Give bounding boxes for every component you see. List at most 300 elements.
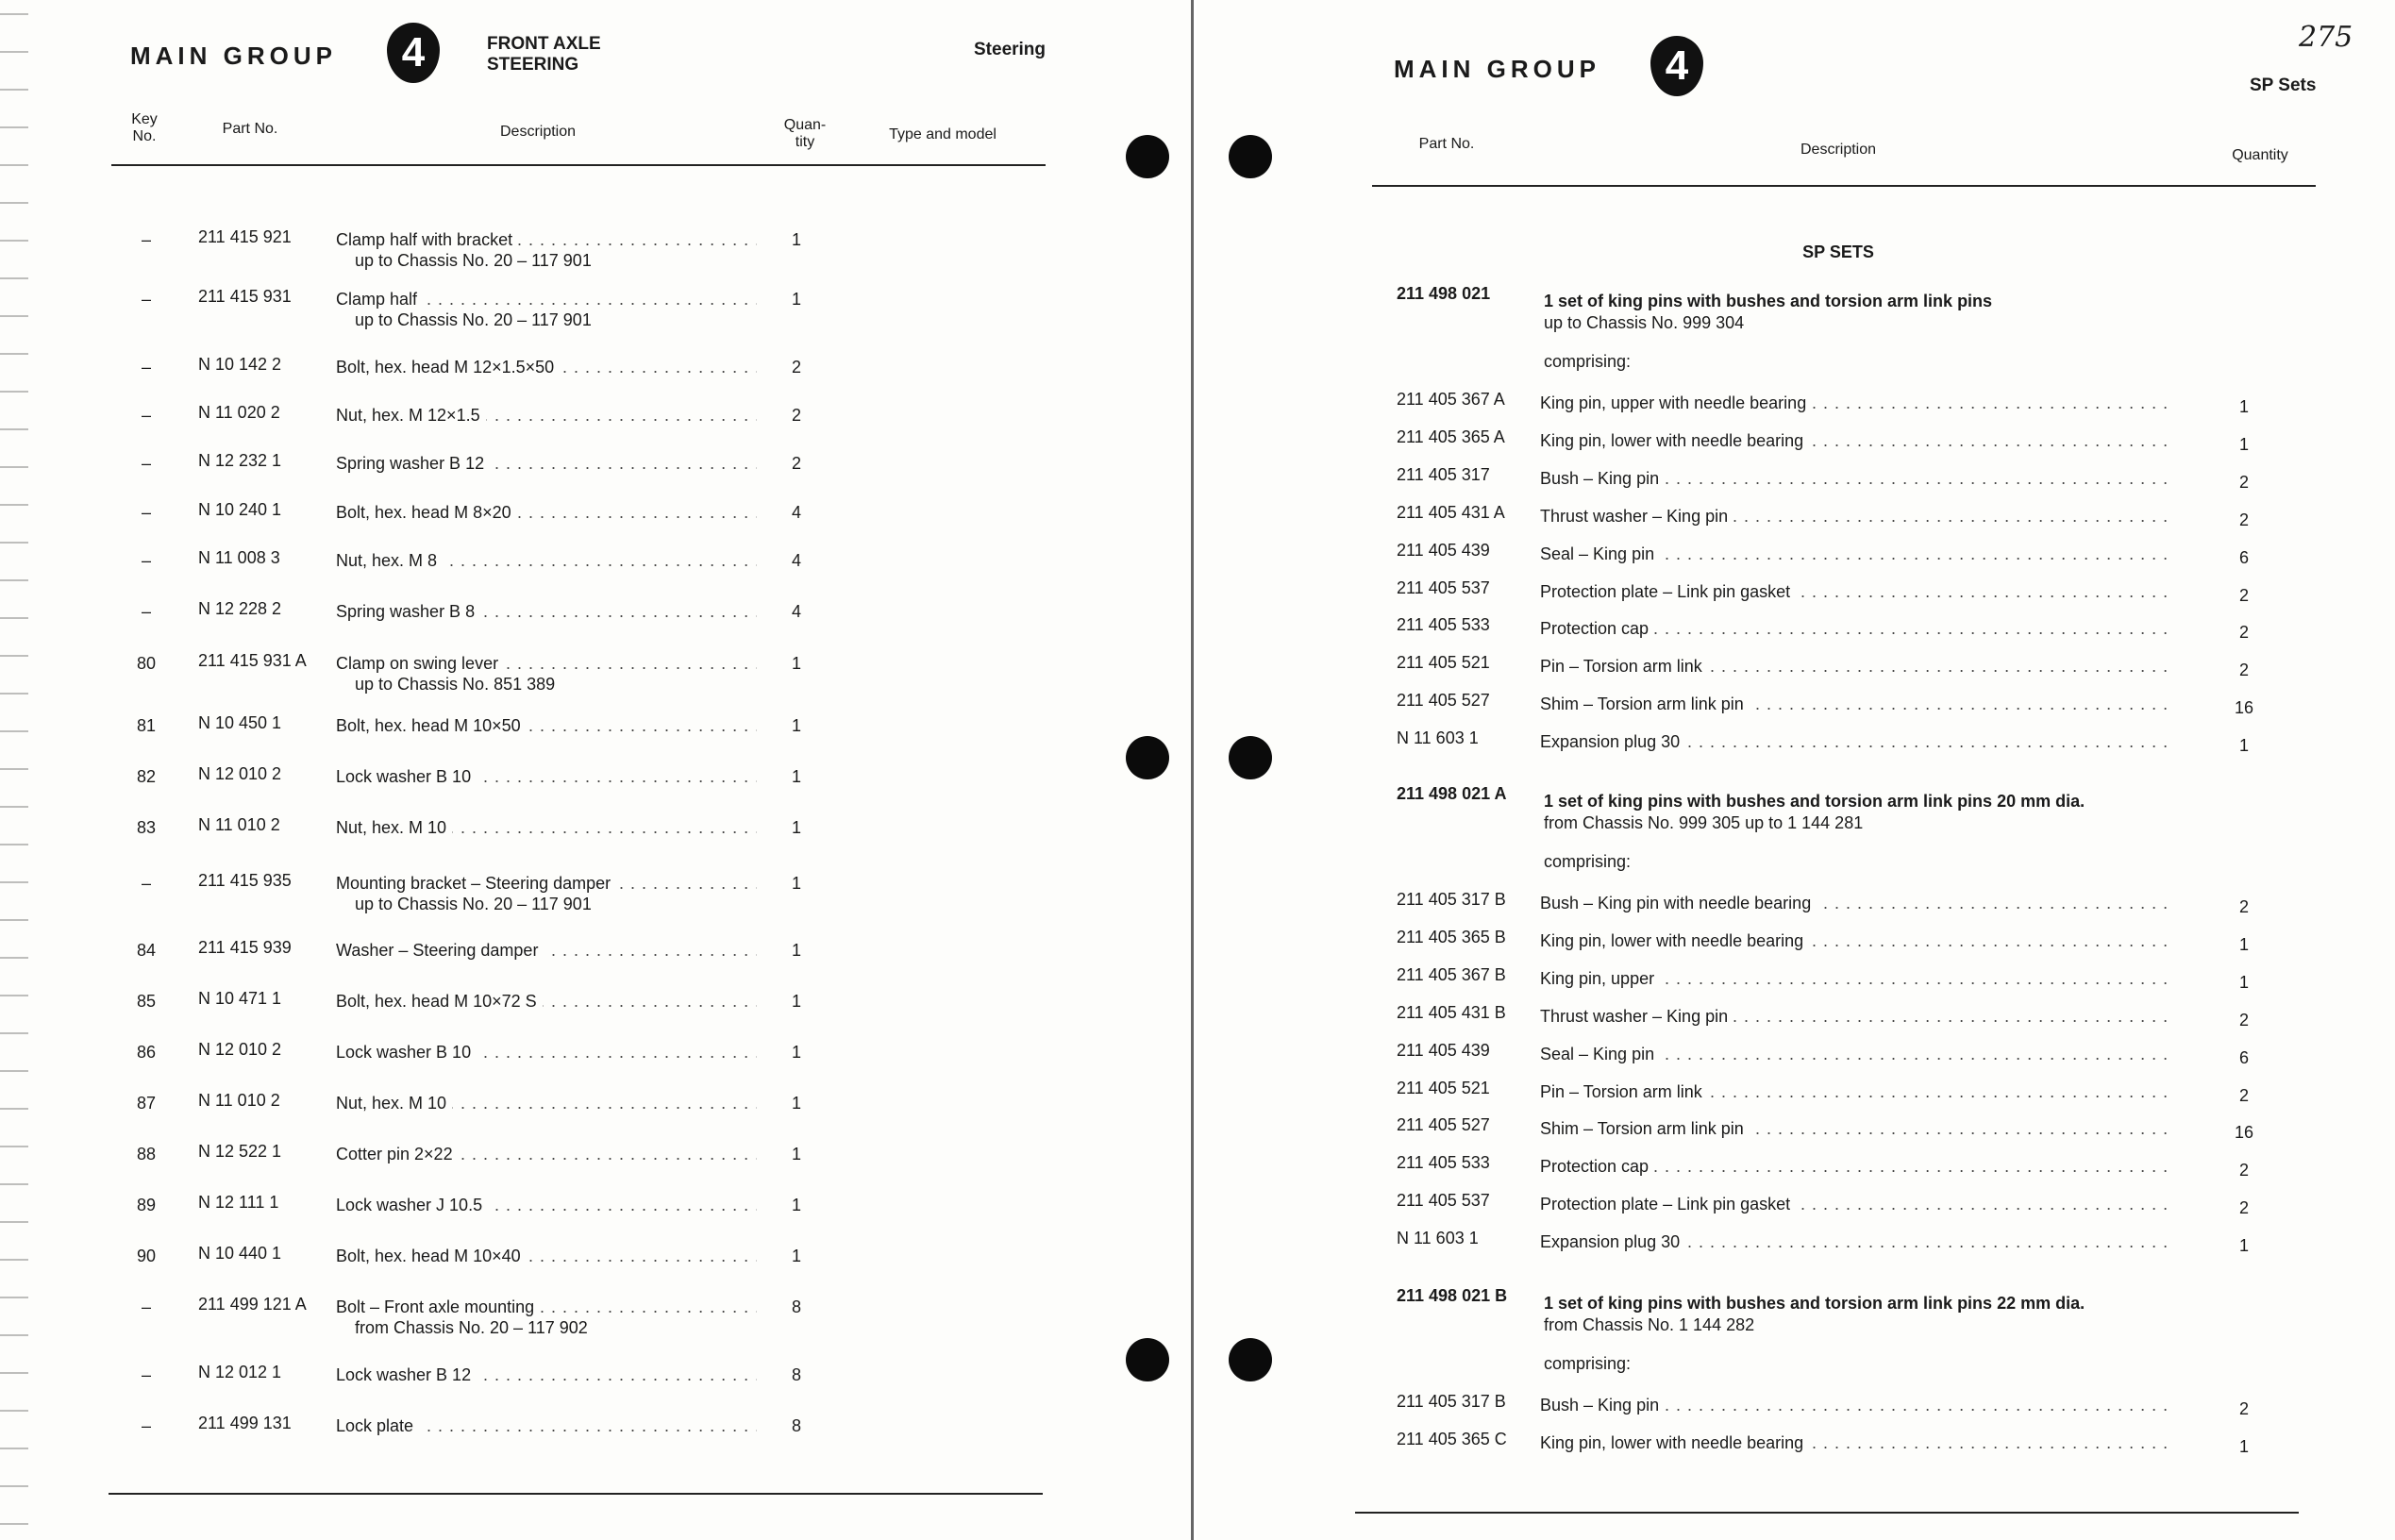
table-row [0,653,1038,695]
description-cell [336,1297,757,1317]
description-cell [1540,430,2169,451]
description-cell [1540,1231,2169,1252]
key-number: – [141,230,151,249]
table-row [0,991,1038,1032]
description-text: Protection plate – Link pin gasket [1540,582,1796,601]
quantity: 2 [791,406,801,425]
description-text: Bolt, hex. head M 8×20 [336,503,517,522]
description-text: Pin – Torsion arm link [1540,1082,1708,1101]
part-number: 211 405 537 [1397,578,1490,597]
description-cell [336,405,757,426]
set-title: 1 set of king pins with bushes and torsion arm link pins [1544,292,1993,310]
quantity: 1 [791,1196,801,1214]
quantity: 1 [791,874,801,893]
description-cell [1540,1156,2169,1177]
quantity: 4 [791,503,801,522]
table-row [1197,889,2329,917]
quantity: 1 [2238,397,2249,416]
table-row [0,1195,1038,1236]
description-cell [336,1364,757,1385]
table-row [1197,690,2329,718]
table-row [0,817,1038,859]
table-row [0,229,1038,271]
comprising-label: comprising: [1544,1354,1632,1373]
description-cell [336,766,757,787]
description-cell [1540,656,2169,677]
binder-hole [1229,1338,1272,1381]
quantity-header [772,117,838,151]
description-cell [1540,1432,2169,1453]
part-number: 211 405 317 B [1397,1392,1506,1411]
description-cell [1540,893,2169,913]
set-subline: up to Chassis No. 999 304 [1544,313,1745,332]
left-page [0,0,1194,1540]
description-text: Lock washer B 12 [336,1365,477,1384]
description-cell [1540,1081,2169,1102]
table-row [0,1415,1038,1457]
table-row [0,715,1038,757]
description-text: King pin, upper [1540,969,1660,988]
description-text: Nut, hex. M 8 [336,551,443,570]
quantity: 1 [791,290,801,309]
description-subline: up to Chassis No. 851 389 [355,675,556,694]
key-number: – [141,454,151,473]
part-number: 211 415 931 A [198,651,307,670]
quantity: 1 [791,1247,801,1265]
part-number: N 11 010 2 [198,815,280,834]
table-row [0,289,1038,330]
set-part-number: 211 498 021 B [1397,1286,1508,1305]
key-number: 85 [136,992,157,1011]
quantity: 1 [2238,1236,2249,1256]
description-subline: from Chassis No. 20 – 117 902 [355,1318,588,1337]
part-number: 211 405 365 C [1397,1429,1507,1448]
part-number: 211 405 317 [1397,464,1490,484]
description-text: Bolt, hex. head M 10×72 S [336,992,543,1011]
quantity: 2 [2238,510,2249,529]
quantity: 1 [791,818,801,837]
part-number: 211 405 431 B [1397,1002,1506,1022]
part-number: 211 415 935 [198,871,292,890]
table-row [0,601,1038,643]
part-number: 211 405 367 B [1397,964,1506,984]
part-number: N 12 232 1 [198,451,282,470]
description-cell [336,991,757,1012]
right-page [1197,0,2395,1540]
table-row [1197,614,2329,643]
description-cell [336,715,757,736]
key-number: 89 [136,1196,157,1214]
description-text: Lock washer J 10.5 [336,1196,488,1214]
description-text: Spring washer B 8 [336,602,480,621]
table-row [0,766,1038,808]
description-text: Shim – Torsion arm link pin [1540,695,1750,713]
quantity: 2 [2238,1085,2249,1105]
description-text: Washer – Steering damper [336,941,544,960]
quantity: 2 [2238,623,2249,643]
key-number: 82 [136,767,157,786]
part-number: N 10 240 1 [198,500,282,519]
part-number: 211 405 527 [1397,691,1490,711]
description-cell [1540,930,2169,951]
sp-sets-heading: SP SETS [1802,243,1874,261]
description-text: Clamp half with bracket [336,230,518,249]
quantity: 1 [791,1145,801,1163]
quantity: 4 [791,551,801,570]
part-number: N 10 450 1 [198,713,282,732]
part-number: N 11 603 1 [1397,728,1479,748]
part-number: N 10 440 1 [198,1244,282,1263]
description-text: Clamp on swing lever [336,654,504,673]
quantity: 1 [791,767,801,786]
key-number: – [141,1416,151,1435]
part-number: 211 405 521 [1397,1078,1490,1097]
description-text: Expansion plug 30 [1540,1232,1685,1251]
part-number: 211 405 533 [1397,1153,1490,1173]
description-text: Expansion plug 30 [1540,732,1685,751]
key-number: – [141,1297,151,1316]
part-number: 211 405 533 [1397,615,1490,635]
part-number: N 10 142 2 [198,355,282,374]
description-text: Bush – King pin [1540,1396,1665,1414]
part-number: 211 415 931 [198,287,292,306]
key-number: – [141,406,151,425]
table-row [1197,464,2329,493]
table-row [0,1246,1038,1287]
description-text: King pin, upper with needle bearing [1540,393,1812,412]
description-cell [336,873,757,894]
quantity-header: Quantity [2232,147,2288,163]
main-group-label: MAIN GROUP [1394,55,1600,83]
table-row [1197,427,2329,455]
quantity: 6 [2238,1047,2249,1067]
part-number: N 11 603 1 [1397,1229,1479,1248]
description-text: Lock washer B 10 [336,767,477,786]
quantity: 1 [791,992,801,1011]
key-number: 87 [136,1094,157,1113]
description-text: Bolt, hex. head M 10×50 [336,716,527,735]
part-number: N 12 111 1 [198,1193,279,1212]
description-cell [336,229,757,250]
quantity: 8 [791,1297,801,1316]
table-row [0,405,1038,446]
key-number: – [141,874,151,893]
description-cell [336,1042,757,1063]
part-number: 211 405 431 A [1397,502,1505,522]
table-row [1197,1078,2329,1106]
key-number: 86 [136,1043,157,1062]
description-header: Description [1800,142,1877,158]
table-row [1197,1391,2329,1419]
quantity: 2 [2238,472,2249,492]
quantity: 6 [2238,547,2249,567]
part-number: 211 405 527 [1397,1115,1490,1135]
part-number: N 11 008 3 [198,548,280,567]
description-cell [1540,1044,2169,1064]
quantity: 2 [791,358,801,377]
quantity: 1 [791,230,801,249]
quantity: 1 [2238,934,2249,954]
description-text: Protection cap [1540,1157,1654,1176]
header-rule [111,164,1046,166]
part-number: 211 405 521 [1397,653,1490,673]
description-text: Thrust washer – King pin [1540,1007,1733,1026]
description-cell [1540,694,2169,714]
quantity: 2 [2238,1399,2249,1418]
quantity: 1 [2238,434,2249,454]
bottom-rule [109,1493,1043,1495]
quantity: 1 [791,1043,801,1062]
table-row [0,502,1038,544]
description-text: Bolt, hex. head M 10×40 [336,1247,527,1265]
section-tag: SP Sets [2250,75,2317,95]
part-no-header: Part No. [1418,136,1475,152]
table-row [1197,578,2329,606]
table-row [1197,1228,2329,1256]
key-number: – [141,1365,151,1384]
quantity: 1 [2238,736,2249,756]
key-number: – [141,602,151,621]
description-cell [1540,1194,2169,1214]
table-row [0,873,1038,914]
description-cell [336,1195,757,1215]
quantity: 2 [2238,1010,2249,1029]
quantity: 2 [2238,585,2249,605]
description-cell [1540,581,2169,602]
binder-hole [1126,736,1169,779]
part-number: 211 415 921 [198,227,292,246]
handwritten-page-number: 275 [2299,21,2353,54]
key-no-header-line2: No. [132,128,157,144]
comprising-label: comprising: [1544,852,1632,871]
table-row [1197,540,2329,568]
table-row [1197,1040,2329,1068]
set-subline: from Chassis No. 999 305 up to 1 144 281 [1544,813,1864,832]
description-cell [1540,506,2169,527]
description-subline: up to Chassis No. 20 – 117 901 [355,895,592,913]
part-number: N 12 010 2 [198,1040,282,1059]
part-number: 211 405 365 B [1397,927,1506,946]
description-subline: up to Chassis No. 20 – 117 901 [355,310,592,329]
description-cell [1540,1006,2169,1027]
description-cell [336,1415,757,1436]
table-row [0,1093,1038,1134]
group-number-badge: 4 [387,23,440,83]
description-cell [1540,1118,2169,1139]
table-row [0,1042,1038,1083]
table-row [1197,652,2329,680]
key-no-header [121,111,168,145]
section-title-line2: STEERING [487,55,579,75]
table-row [0,1144,1038,1185]
description-text: Spring washer B 12 [336,454,490,473]
quantity: 8 [791,1416,801,1435]
description-cell [1540,468,2169,489]
quantity: 1 [2238,1436,2249,1456]
set-part-number: 211 498 021 A [1397,784,1507,803]
part-number: N 11 020 2 [198,403,280,422]
description-cell [336,653,757,674]
part-number: 211 405 317 B [1397,890,1506,909]
table-row [0,1364,1038,1406]
quantity: 1 [2238,972,2249,992]
description-text: Nut, hex. M 10 [336,1094,452,1113]
bottom-rule [1355,1512,2299,1514]
description-text: Clamp half [336,290,423,309]
quantity: 16 [2234,1123,2254,1143]
quantity: 4 [791,602,801,621]
description-text: Bolt, hex. head M 12×1.5×50 [336,358,560,377]
quantity-header-line1: Quan- [783,117,827,133]
part-number: 211 499 131 [198,1414,292,1432]
description-text: Lock washer B 10 [336,1043,477,1062]
table-row [0,453,1038,494]
quantity: 1 [791,654,801,673]
description-text: Thrust washer – King pin [1540,507,1733,526]
description-cell [336,940,757,961]
table-row [0,357,1038,398]
description-cell [336,453,757,474]
description-cell [1540,968,2169,989]
part-number: 211 405 365 A [1397,427,1505,446]
quantity: 1 [791,716,801,735]
quantity: 1 [791,1094,801,1113]
section-title [487,34,601,75]
description-cell [336,1093,757,1113]
description-text: Bush – King pin [1540,469,1665,488]
description-subline: up to Chassis No. 20 – 117 901 [355,251,592,270]
quantity: 2 [2238,1161,2249,1180]
description-text: Bolt – Front axle mounting [336,1297,540,1316]
part-number: 211 405 537 [1397,1191,1490,1211]
description-cell [336,289,757,310]
table-row [1197,927,2329,955]
part-number: 211 415 939 [198,938,292,957]
key-number: 81 [136,716,157,735]
part-number: 211 499 121 A [198,1295,307,1314]
description-text: King pin, lower with needle bearing [1540,431,1809,450]
description-text: King pin, lower with needle bearing [1540,1433,1809,1452]
table-row [0,1297,1038,1338]
key-number: 80 [136,654,157,673]
part-number: N 12 522 1 [198,1142,282,1161]
comprising-label: comprising: [1544,352,1632,371]
key-number: – [141,358,151,377]
description-text: Pin – Torsion arm link [1540,657,1708,676]
description-cell [336,817,757,838]
table-row [0,550,1038,592]
table-row [1197,1152,2329,1180]
description-text: Protection cap [1540,619,1654,638]
key-no-header-line1: Key [131,111,158,127]
key-number: 90 [136,1247,157,1265]
table-row [0,940,1038,981]
binder-hole [1126,135,1169,178]
description-text: Lock plate [336,1416,419,1435]
set-title: 1 set of king pins with bushes and torsion arm link pins 22 mm dia. [1544,1294,2085,1313]
description-cell [1540,1395,2169,1415]
quantity: 2 [2238,897,2249,916]
description-text: Cotter pin 2×22 [336,1145,459,1163]
description-cell [336,502,757,523]
part-number: 211 405 367 A [1397,390,1505,409]
group-number-badge: 4 [1650,36,1703,96]
part-number: 211 405 439 [1397,540,1490,560]
description-text: Nut, hex. M 10 [336,818,452,837]
description-cell [1540,393,2169,413]
part-number: N 12 010 2 [198,764,282,783]
part-no-header: Part No. [222,121,278,137]
key-number: – [141,290,151,309]
table-row [1197,1429,2329,1457]
description-text: Seal – King pin [1540,544,1660,563]
part-number: N 12 012 1 [198,1363,282,1381]
quantity: 2 [2238,661,2249,680]
part-number: N 10 471 1 [198,989,282,1008]
description-cell [336,1246,757,1266]
key-number: – [141,503,151,522]
quantity: 2 [791,454,801,473]
set-title: 1 set of king pins with bushes and torsion arm link pins 20 mm dia. [1544,792,2085,811]
description-cell [336,357,757,377]
binder-hole [1229,736,1272,779]
description-cell [336,550,757,571]
description-text: Nut, hex. M 12×1.5 [336,406,486,425]
table-row [1197,728,2329,756]
table-row [1197,502,2329,530]
description-cell [1540,618,2169,639]
quantity: 16 [2234,698,2254,718]
description-header: Description [499,124,577,140]
description-text: Bush – King pin with needle bearing [1540,894,1817,912]
description-cell [336,601,757,622]
quantity: 8 [791,1365,801,1384]
description-text: Shim – Torsion arm link pin [1540,1119,1750,1138]
description-text: Seal – King pin [1540,1045,1660,1063]
section-tag: Steering [974,40,1047,59]
quantity: 1 [791,941,801,960]
part-number: N 11 010 2 [198,1091,280,1110]
description-cell [336,1144,757,1164]
part-number: 211 405 439 [1397,1040,1490,1060]
binder-hole [1126,1338,1169,1381]
key-number: 84 [136,941,157,960]
description-text: Mounting bracket – Steering damper [336,874,616,893]
set-part-number: 211 498 021 [1397,284,1491,303]
quantity-header-line2: tity [795,134,815,150]
table-row [1197,1002,2329,1030]
description-cell [1540,544,2169,564]
set-subline: from Chassis No. 1 144 282 [1544,1315,1755,1334]
section-title-line1: FRONT AXLE [487,34,601,54]
table-row [1197,1114,2329,1143]
part-number: N 12 228 2 [198,599,282,618]
main-group-label: MAIN GROUP [130,42,337,70]
description-text: Protection plate – Link pin gasket [1540,1195,1796,1214]
key-number: – [141,551,151,570]
type-model-header: Type and model [889,126,997,142]
header-rule [1372,185,2316,187]
quantity: 2 [2238,1198,2249,1218]
table-row [1197,964,2329,993]
table-row [1197,389,2329,417]
table-row [1197,1190,2329,1218]
key-number: 83 [136,818,157,837]
description-text: King pin, lower with needle bearing [1540,931,1809,950]
description-cell [1540,731,2169,752]
key-number: 88 [136,1145,157,1163]
binder-hole [1229,135,1272,178]
